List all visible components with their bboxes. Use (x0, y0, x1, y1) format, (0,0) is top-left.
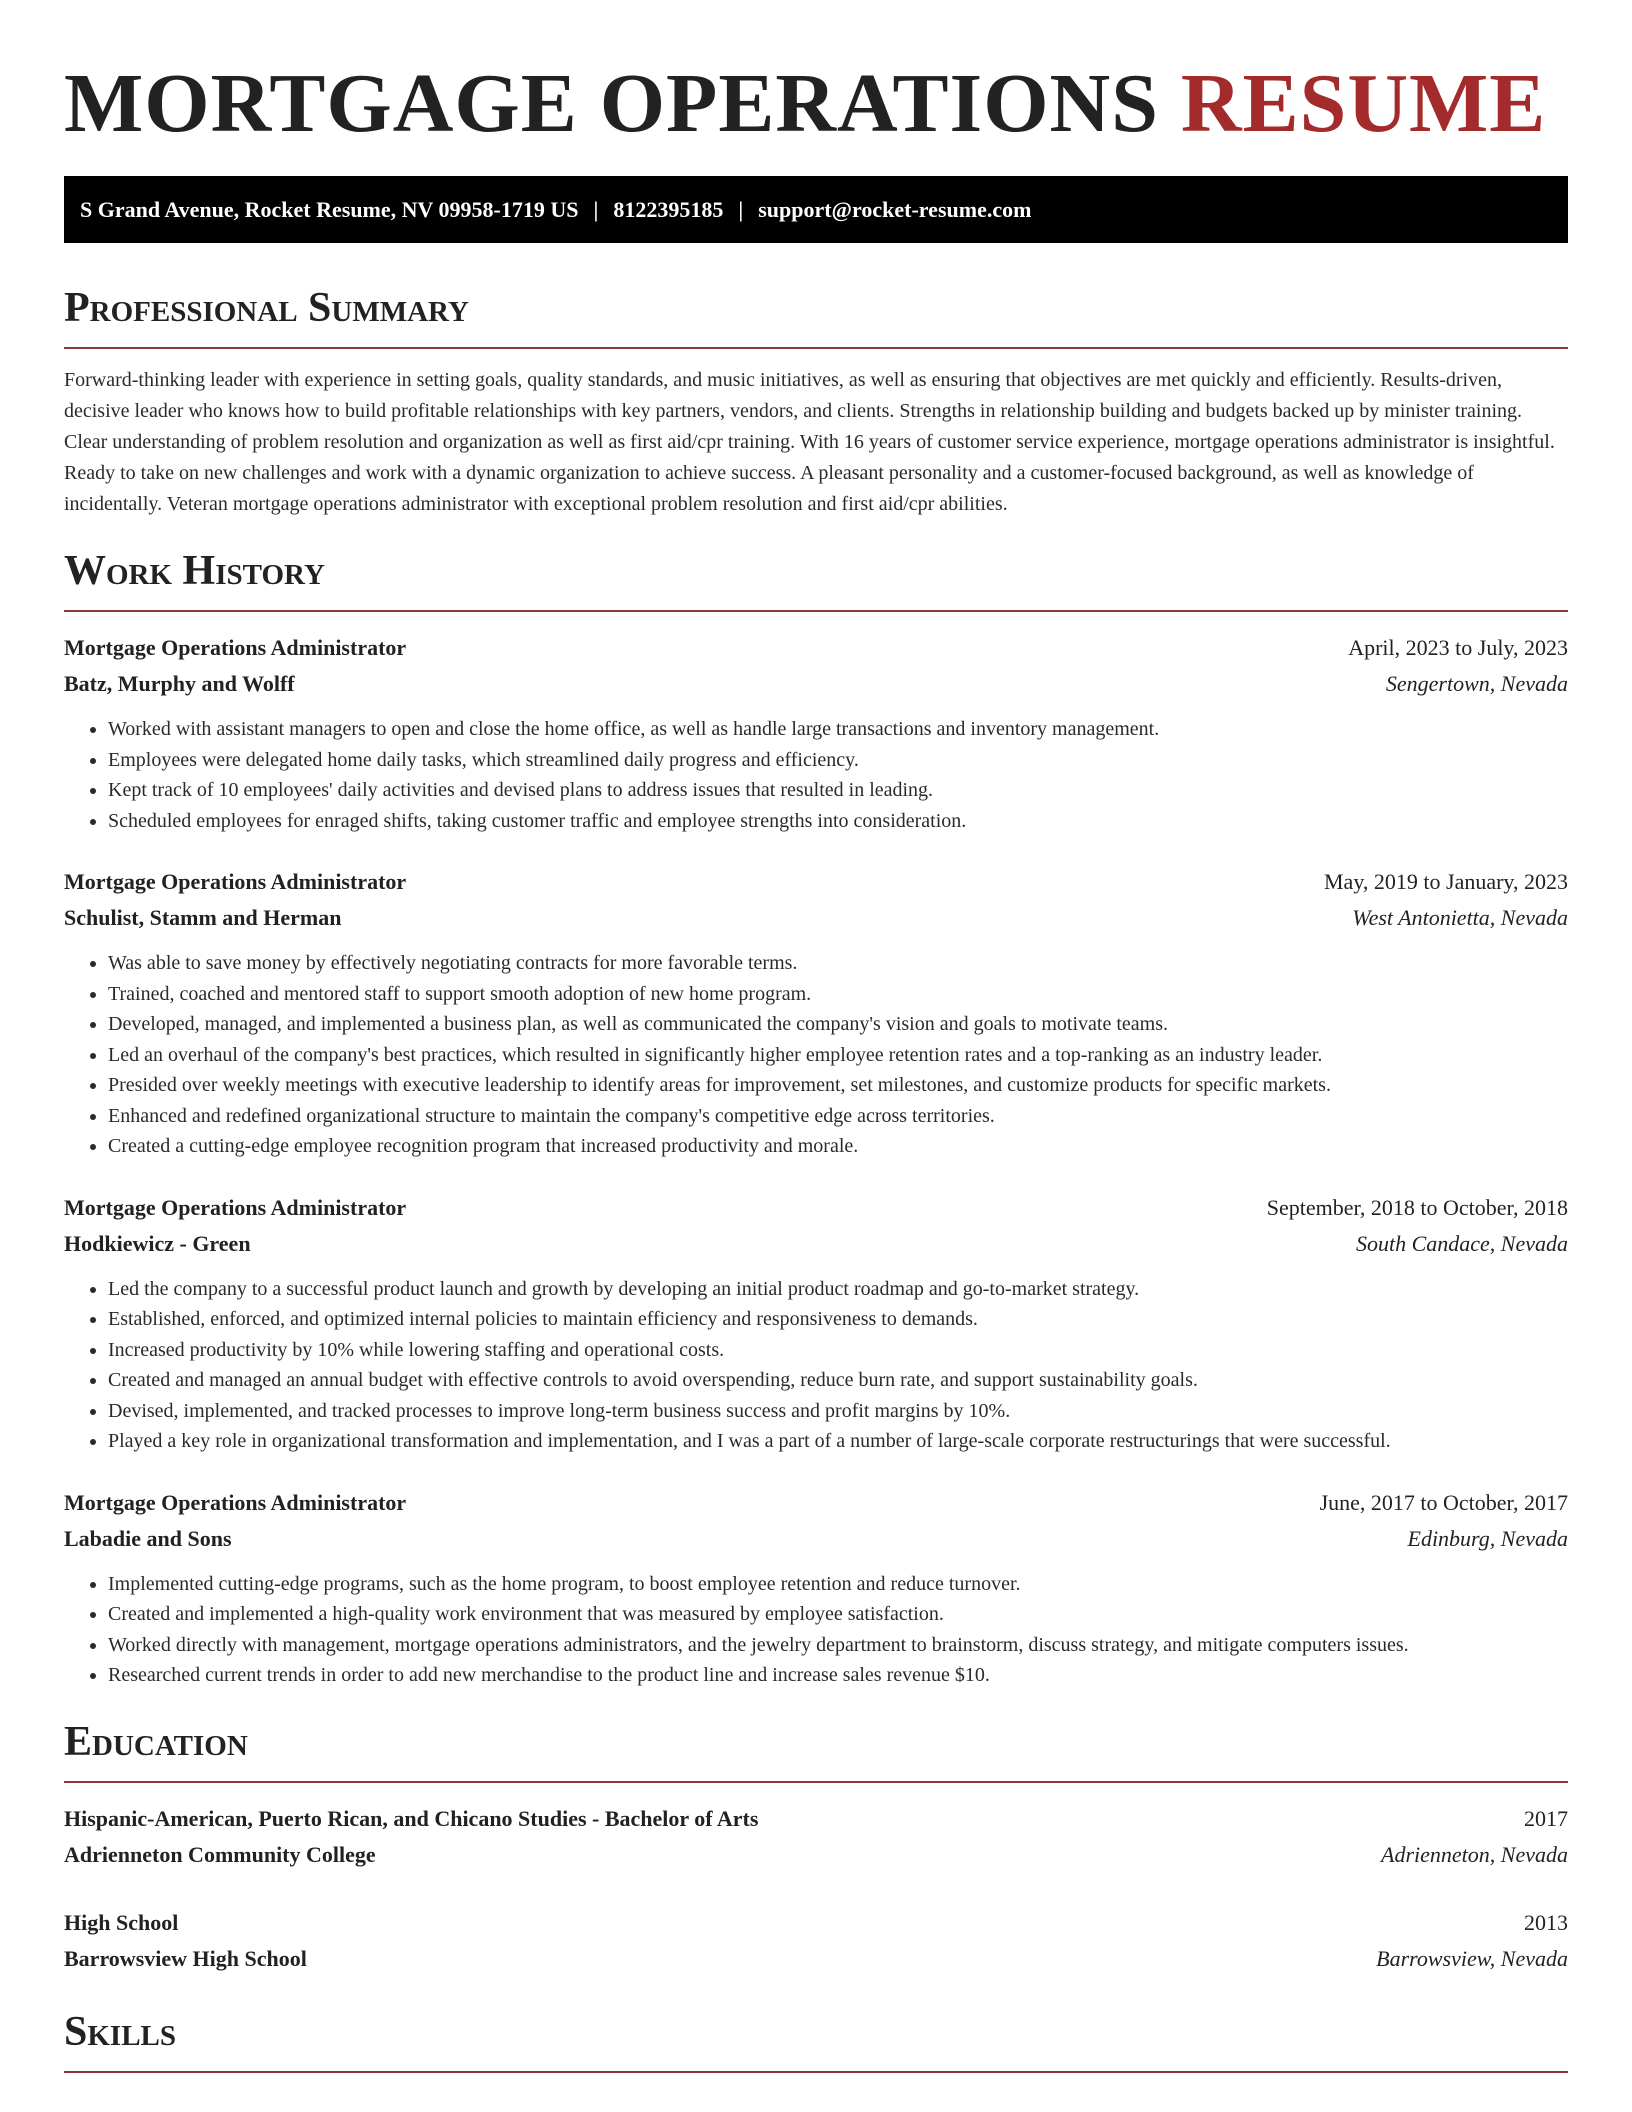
job-company-row (64, 900, 1568, 936)
work-history-heading: Work History (64, 546, 1568, 612)
contact-email[interactable]: support@rocket-resume.com (758, 196, 1032, 222)
job-bullet: • Enhanced and redefined organizational structure to maintain the company's competitive edge across territories. (108, 1101, 1568, 1132)
job-bullet: • Employees were delegated home daily tasks, which streamlined daily progress and efficiency. (108, 745, 1568, 776)
job-dates: May, 2019 to January, 2023 (1324, 869, 1568, 894)
job-bullet: • Kept track of 10 employees' daily activities and devised plans to address issues that resulted in leading. (108, 775, 1568, 806)
job-bullet: • Was able to save money by effectively negotiating contracts for more favorable terms. (108, 948, 1568, 979)
job-bullet: • Trained, coached and mentored staff to support smooth adoption of new home program. (108, 979, 1568, 1010)
education-school-row (64, 1837, 1568, 1873)
job-entry (64, 1485, 1568, 1691)
job-bullet: • Developed, managed, and implemented a business plan, as well as communicated the company's vision and goals to motivate teams. (108, 1009, 1568, 1040)
job-bullets (64, 948, 1568, 1162)
education-heading: Education (64, 1717, 1568, 1783)
contact-phone[interactable]: 8122395185 (613, 196, 724, 222)
job-bullet: • Scheduled employees for enraged shifts, taking customer traffic and employee strengths into consideration. (108, 806, 1568, 837)
job-bullet: • Played a key role in organizational transformation and implementation, and I was a part of a number of large-scale corporate restructurings that were successful. (108, 1426, 1568, 1457)
resume-title (64, 0, 1568, 152)
job-location: South Candace, Nevada (1355, 1230, 1568, 1256)
job-company: Hodkiewicz - Green (64, 1230, 251, 1256)
job-location: Edinburg, Nevada (1407, 1525, 1568, 1551)
education-section (64, 1717, 1568, 1977)
education-location: Adrienneton, Nevada (1381, 1841, 1568, 1867)
contact-separator: | (738, 196, 744, 222)
job-bullet: • Created a cutting-edge employee recognition program that increased productivity and morale. (108, 1131, 1568, 1162)
job-bullets (64, 714, 1568, 836)
education-degree-row (64, 1801, 1568, 1837)
skills-section (64, 2007, 1568, 2073)
job-company-row (64, 1521, 1568, 1557)
job-header-row (64, 864, 1568, 900)
contact-address: S Grand Avenue, Rocket Resume, NV 09958-1719 US (80, 196, 579, 222)
work-history-section (64, 546, 1568, 1691)
job-company-row (64, 666, 1568, 702)
job-dates: September, 2018 to October, 2018 (1266, 1194, 1568, 1220)
job-company: Labadie and Sons (64, 1525, 232, 1551)
job-header-row (64, 1190, 1568, 1226)
job-header-row (64, 630, 1568, 666)
job-bullet: • Devised, implemented, and tracked processes to improve long-term business success and profit margins by 10%. (108, 1396, 1568, 1427)
education-location: Barrowsview, Nevada (1376, 1945, 1568, 1971)
education-degree: High School (64, 1909, 179, 1935)
education-school-row (64, 1941, 1568, 1977)
title-accent: RESUME (1180, 57, 1547, 150)
job-entry (64, 864, 1568, 1162)
job-bullet: • Worked directly with management, mortgage operations administrators, and the jewelry department to brainstorm, discuss strategy, and mitigate computers issues. (108, 1630, 1568, 1661)
education-school: Adrienneton Community College (64, 1841, 376, 1867)
job-title: Mortgage Operations Administrator (64, 635, 407, 660)
education-degree-row (64, 1905, 1568, 1941)
job-bullet: • Established, enforced, and optimized internal policies to maintain efficiency and responsiveness to demands. (108, 1304, 1568, 1335)
education-school: Barrowsview High School (64, 1945, 307, 1971)
job-dates: June, 2017 to October, 2017 (1319, 1489, 1568, 1515)
job-bullet: • Implemented cutting-edge programs, such as the home program, to boost employee retention and reduce turnover. (108, 1569, 1568, 1600)
job-bullet: • Created and implemented a high-quality work environment that was measured by employee satisfaction. (108, 1599, 1568, 1630)
job-bullet: • Led the company to a successful product launch and growth by developing an initial product roadmap and go-to-market strategy. (108, 1274, 1568, 1305)
contact-bar (64, 176, 1568, 243)
education-degree: Hispanic-American, Puerto Rican, and Chicano Studies - Bachelor of Arts (64, 1805, 759, 1831)
summary-text: Forward-thinking leader with experience in setting goals, quality standards, and music initiatives, as well as ensuring that objectives are met quickly and efficiently. Results-driven, decisive leader who knows how to build profitable relationships with key partners, vendors, and clients. Strengths in relationship building and budgets backed up by minister training. Clear understanding of problem resolution and organization as well as first aid/cpr training. With 16 years of customer service experience, mortgage operations administrator is insightful. Ready to take on new challenges and work with a dynamic organization to achieve success. A pleasant personality and a customer-focused background, as well as knowledge of incidentally. Veteran mortgage operations administrator with exceptional problem resolution and first aid/cpr abilities. (64, 369, 1555, 515)
job-location: Sengertown, Nevada (1385, 671, 1568, 696)
job-bullets (64, 1274, 1568, 1457)
job-entry (64, 630, 1568, 836)
job-bullet: • Increased productivity by 10% while lowering staffing and operational costs. (108, 1335, 1568, 1366)
job-dates: April, 2023 to July, 2023 (1348, 635, 1568, 660)
job-bullet: • Created and managed an annual budget with effective controls to avoid overspending, reduce burn rate, and support sustainability goals. (108, 1365, 1568, 1396)
summary-section (64, 283, 1568, 520)
job-company: Batz, Murphy and Wolff (64, 671, 295, 696)
summary-heading: Professional Summary (64, 283, 1568, 349)
title-main: MORTGAGE OPERATIONS (64, 57, 1159, 150)
job-bullet: • Presided over weekly meetings with executive leadership to identify areas for improvement, set milestones, and customize products for specific markets. (108, 1070, 1568, 1101)
job-bullet: • Researched current trends in order to add new merchandise to the product line and increase sales revenue $10. (108, 1660, 1568, 1691)
job-company: Schulist, Stamm and Herman (64, 905, 342, 930)
education-year: 2017 (1524, 1805, 1568, 1831)
job-title: Mortgage Operations Administrator (64, 869, 407, 894)
skills-heading: Skills (64, 2007, 1568, 2073)
job-header-row (64, 1485, 1568, 1521)
contact-separator: | (593, 196, 599, 222)
education-year: 2013 (1524, 1909, 1568, 1935)
education-entry (64, 1905, 1568, 1977)
education-entry (64, 1801, 1568, 1873)
job-bullet: • Worked with assistant managers to open and close the home office, as well as handle large transactions and inventory management. (108, 714, 1568, 745)
job-company-row (64, 1226, 1568, 1262)
job-title: Mortgage Operations Administrator (64, 1489, 407, 1515)
job-location: West Antonietta, Nevada (1352, 905, 1568, 930)
job-entry (64, 1190, 1568, 1457)
job-title: Mortgage Operations Administrator (64, 1194, 407, 1220)
job-bullet: • Led an overhaul of the company's best practices, which resulted in significantly higher employee retention rates and a top-ranking as an industry leader. (108, 1040, 1568, 1071)
job-bullets (64, 1569, 1568, 1691)
